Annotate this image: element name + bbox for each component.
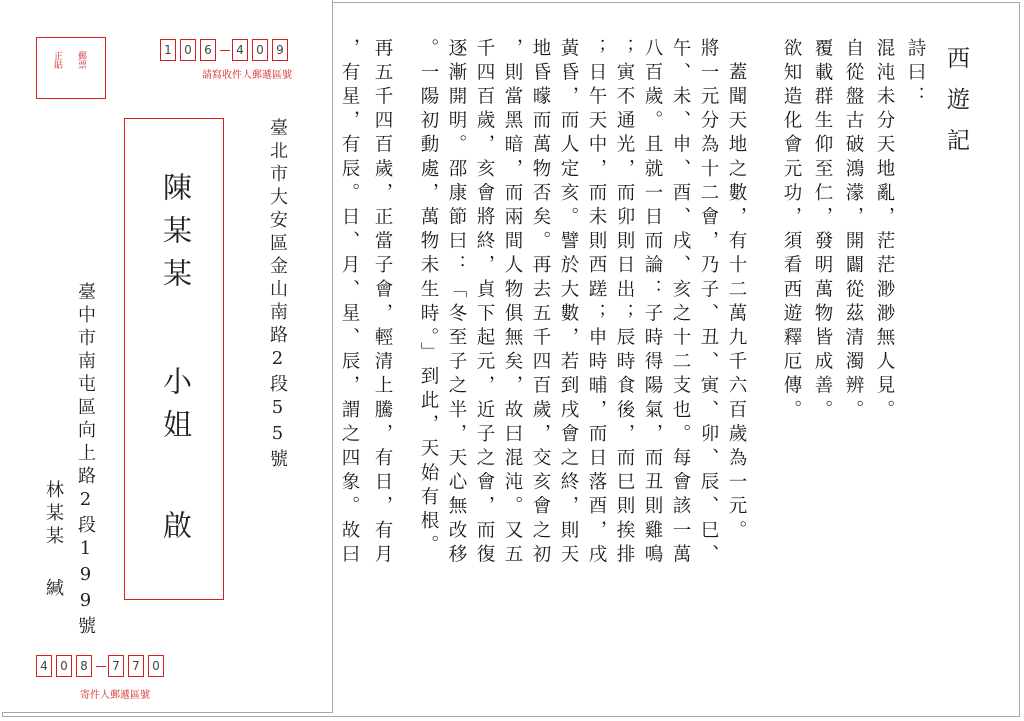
text-column: ，有星，有辰。日、月、星、辰，謂之四象。故曰 — [339, 38, 360, 569]
document-body — [338, 38, 1024, 698]
stamp-label-left: 正貼 — [52, 51, 62, 69]
text-column: 黃昏，而人定亥。譬於大數，若到戌會之終，則天 — [558, 38, 579, 569]
zip-digit: 0 — [148, 655, 164, 677]
text-column: 詩曰： — [905, 38, 926, 111]
zip-digit: 1 — [160, 39, 176, 61]
recipient-title: 小姐 — [159, 366, 193, 452]
zip-digit: 0 — [180, 39, 196, 61]
zip-digit: 8 — [76, 655, 92, 677]
text-column: 八百歲。且就一日而論：子時得陽氣，而丑則雞鳴 — [642, 38, 663, 569]
text-column: 蓋聞天地之數，有十二萬九千六百歲為一元。 — [726, 38, 747, 545]
stamp-box — [36, 37, 106, 99]
sender-address: 臺中市南屯區向上路2段199號 — [75, 282, 96, 639]
stamp-label-right: 郵票 — [76, 51, 86, 69]
zip-digit: 6 — [200, 39, 216, 61]
sender-name: 林某某 — [43, 480, 64, 549]
text-column: 。一陽初動處，萬物未生時。」到此，天始有根。 — [418, 38, 439, 559]
text-column: 午、未、申、酉、戌、亥之十二支也。每會該一萬 — [670, 38, 691, 569]
text-column: 千四百歲，亥會將終，貞下起元，近子之會，而復 — [474, 38, 495, 569]
sender-zip-label: 寄件人郵遞區號 — [80, 690, 150, 701]
recipient-zip-label: 請寫收件人郵遞區號 — [202, 70, 292, 81]
text-column: 混沌未分天地亂，茫茫渺渺無人見。 — [874, 38, 895, 424]
text-column: 將一元分為十二會，乃子、丑、寅、卯、辰、巳、 — [698, 38, 719, 569]
zip-digit: 0 — [252, 39, 268, 61]
text-column: ，則當黑暗，而兩間人物俱無矣，故曰混沌。又五 — [502, 38, 523, 569]
text-column: 地昏曚而萬物否矣。再去五千四百歲，交亥會之初 — [530, 38, 551, 569]
zip-digit: 9 — [272, 39, 288, 61]
recipient-name: 陳某某 — [159, 172, 193, 301]
text-column: ；日午天中，而未則西蹉；申時晡，而日落酉，戌 — [586, 38, 607, 569]
recipient-zip — [160, 39, 292, 61]
envelope-panel — [2, 0, 333, 713]
text-column: 再五千四百歲，正當子會，輕清上騰，有日，有月 — [372, 38, 393, 569]
zip-digit: 7 — [128, 655, 144, 677]
sender-zip — [36, 655, 168, 677]
zip-digit: 4 — [36, 655, 52, 677]
text-column: ；寅不通光，而卯則日出；辰時食後，而巳則挨排 — [614, 38, 635, 569]
zip-digit: 0 — [56, 655, 72, 677]
text-column: 欲知造化會元功，須看西遊釋厄傳。 — [781, 38, 802, 424]
zip-dash — [96, 666, 106, 667]
sender-suffix: 緘 — [43, 578, 64, 601]
zip-digit: 7 — [108, 655, 124, 677]
text-column: 自從盤古破鴻濛，開闢從茲清濁辨。 — [843, 38, 864, 424]
text-column: 覆載群生仰至仁，發明萬物皆成善。 — [812, 38, 833, 424]
recipient-qi: 啟 — [159, 510, 193, 553]
text-column: 逐漸開明。邵康節曰：「冬至子之半，天心無改移 — [446, 38, 467, 569]
zip-dash — [220, 50, 230, 51]
recipient-address: 臺北市大安區金山南路2段55號 — [267, 118, 288, 472]
zip-digit: 4 — [232, 39, 248, 61]
document-title: 西遊記 — [943, 46, 969, 169]
